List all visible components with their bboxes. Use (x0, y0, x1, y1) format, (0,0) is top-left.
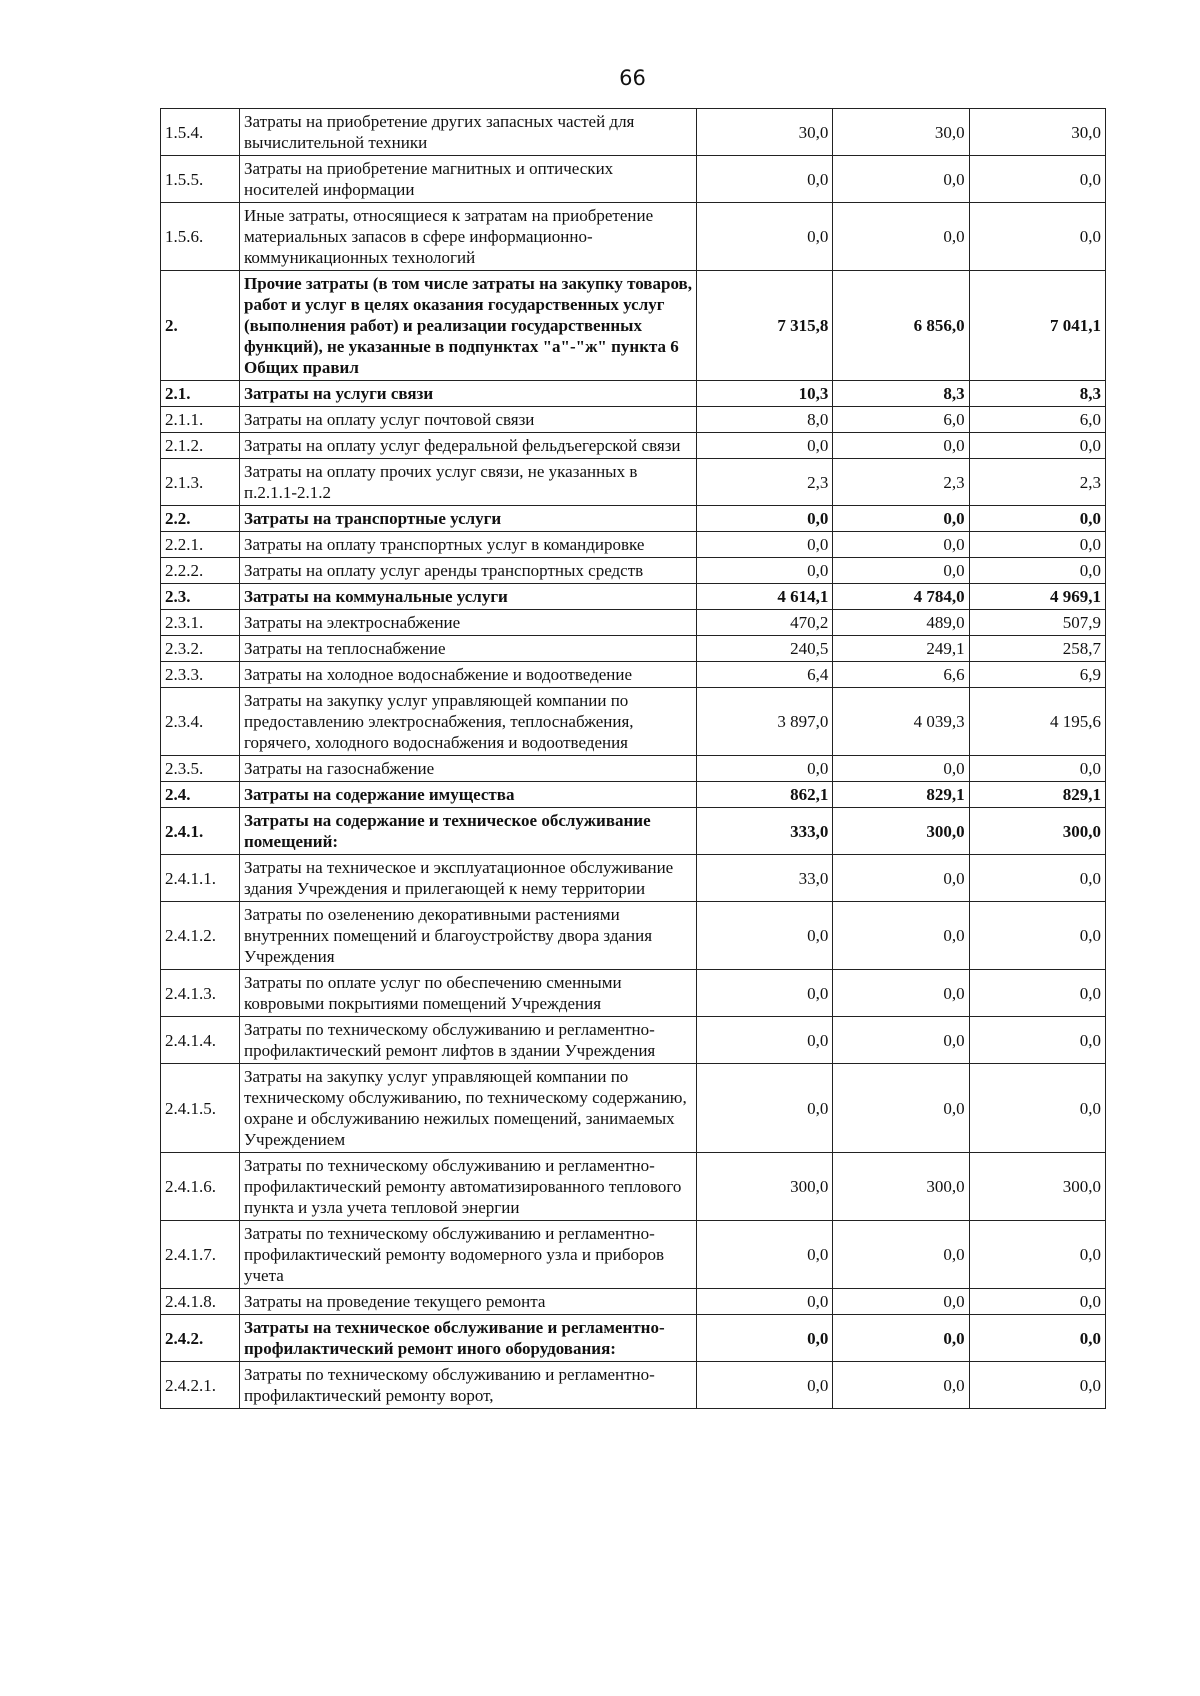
row-value-year1-cell: 0,0 (697, 1221, 833, 1289)
row-value-year1-cell: 0,0 (697, 1315, 833, 1362)
row-value-year1-cell: 10,3 (697, 381, 833, 407)
row-value-year2-cell: 0,0 (833, 1362, 969, 1409)
table-row (161, 156, 1106, 203)
row-value-year1-cell: 333,0 (697, 808, 833, 855)
row-code-cell: 2.4.2. (161, 1315, 240, 1362)
row-value-year3-cell: 4 195,6 (969, 688, 1105, 756)
row-value-year3-cell: 8,3 (969, 381, 1105, 407)
row-value-year1-cell: 0,0 (697, 433, 833, 459)
row-name-cell: Затраты на проведение текущего ремонта (240, 1289, 697, 1315)
row-value-year3-cell: 0,0 (969, 1017, 1105, 1064)
row-code-cell: 1.5.4. (161, 109, 240, 156)
cost-table (160, 108, 1106, 1409)
row-value-year2-cell: 300,0 (833, 808, 969, 855)
row-value-year3-cell: 6,0 (969, 407, 1105, 433)
table-row (161, 532, 1106, 558)
row-value-year1-cell: 0,0 (697, 756, 833, 782)
table-row (161, 407, 1106, 433)
row-name-cell: Затраты по техническому обслуживанию и регламентно-профилактический ремонт лифтов в здании Учреждения (240, 1017, 697, 1064)
row-value-year1-cell: 0,0 (697, 970, 833, 1017)
row-value-year3-cell: 0,0 (969, 756, 1105, 782)
row-value-year2-cell: 0,0 (833, 433, 969, 459)
row-code-cell: 2.4.2.1. (161, 1362, 240, 1409)
row-value-year2-cell: 249,1 (833, 636, 969, 662)
row-name-cell: Затраты на коммунальные услуги (240, 584, 697, 610)
row-value-year2-cell: 0,0 (833, 558, 969, 584)
row-code-cell: 2.4.1. (161, 808, 240, 855)
row-value-year2-cell: 0,0 (833, 756, 969, 782)
row-code-cell: 2.4. (161, 782, 240, 808)
row-value-year2-cell: 2,3 (833, 459, 969, 506)
row-code-cell: 2.4.1.6. (161, 1153, 240, 1221)
table-row (161, 1289, 1106, 1315)
table-row (161, 902, 1106, 970)
row-value-year2-cell: 0,0 (833, 855, 969, 902)
row-code-cell: 2.2.2. (161, 558, 240, 584)
row-name-cell: Затраты на содержание имущества (240, 782, 697, 808)
row-name-cell: Затраты на газоснабжение (240, 756, 697, 782)
row-value-year3-cell: 4 969,1 (969, 584, 1105, 610)
row-name-cell: Затраты по техническому обслуживанию и регламентно-профилактический ремонту автоматизированного теплового пункта и узла учета тепловой энергии (240, 1153, 697, 1221)
row-name-cell: Затраты на техническое и эксплуатационное обслуживание здания Учреждения и прилегающей к нему территории (240, 855, 697, 902)
table-row (161, 203, 1106, 271)
row-value-year1-cell: 33,0 (697, 855, 833, 902)
row-value-year3-cell: 507,9 (969, 610, 1105, 636)
row-name-cell: Затраты по оплате услуг по обеспечению сменными ковровыми покрытиями помещений Учреждения (240, 970, 697, 1017)
table-row (161, 610, 1106, 636)
row-name-cell: Затраты по техническому обслуживанию и регламентно-профилактический ремонту ворот, (240, 1362, 697, 1409)
row-value-year3-cell: 2,3 (969, 459, 1105, 506)
table-row (161, 558, 1106, 584)
row-code-cell: 2.2.1. (161, 532, 240, 558)
row-value-year3-cell: 7 041,1 (969, 271, 1105, 381)
row-code-cell: 2.4.1.5. (161, 1064, 240, 1153)
row-value-year1-cell: 0,0 (697, 902, 833, 970)
row-value-year1-cell: 0,0 (697, 1289, 833, 1315)
row-code-cell: 2.3.2. (161, 636, 240, 662)
row-code-cell: 2.1.3. (161, 459, 240, 506)
row-value-year1-cell: 7 315,8 (697, 271, 833, 381)
row-value-year1-cell: 0,0 (697, 532, 833, 558)
row-value-year1-cell: 8,0 (697, 407, 833, 433)
row-value-year3-cell: 0,0 (969, 902, 1105, 970)
row-value-year2-cell: 6 856,0 (833, 271, 969, 381)
row-value-year1-cell: 862,1 (697, 782, 833, 808)
page-number: 66 (619, 66, 646, 90)
row-value-year2-cell: 300,0 (833, 1153, 969, 1221)
row-value-year1-cell: 4 614,1 (697, 584, 833, 610)
row-code-cell: 2.4.1.8. (161, 1289, 240, 1315)
row-value-year2-cell: 0,0 (833, 1017, 969, 1064)
table-row (161, 1153, 1106, 1221)
row-name-cell: Затраты на теплоснабжение (240, 636, 697, 662)
row-code-cell: 2.4.1.3. (161, 970, 240, 1017)
row-value-year2-cell: 0,0 (833, 970, 969, 1017)
row-value-year1-cell: 0,0 (697, 1064, 833, 1153)
row-value-year1-cell: 0,0 (697, 156, 833, 203)
row-value-year3-cell: 0,0 (969, 532, 1105, 558)
table-row (161, 271, 1106, 381)
row-code-cell: 2.4.1.4. (161, 1017, 240, 1064)
row-code-cell: 2.1. (161, 381, 240, 407)
row-code-cell: 1.5.6. (161, 203, 240, 271)
row-name-cell: Затраты на оплату услуг аренды транспортных средств (240, 558, 697, 584)
row-value-year2-cell: 6,0 (833, 407, 969, 433)
row-value-year3-cell: 30,0 (969, 109, 1105, 156)
row-value-year2-cell: 0,0 (833, 1315, 969, 1362)
row-value-year2-cell: 829,1 (833, 782, 969, 808)
row-value-year2-cell: 0,0 (833, 1221, 969, 1289)
row-value-year3-cell: 300,0 (969, 808, 1105, 855)
row-value-year3-cell: 6,9 (969, 662, 1105, 688)
row-value-year2-cell: 0,0 (833, 1289, 969, 1315)
row-value-year1-cell: 3 897,0 (697, 688, 833, 756)
table-row (161, 109, 1106, 156)
row-name-cell: Затраты на транспортные услуги (240, 506, 697, 532)
table-row (161, 1315, 1106, 1362)
row-code-cell: 2.3. (161, 584, 240, 610)
row-value-year1-cell: 2,3 (697, 459, 833, 506)
row-value-year1-cell: 300,0 (697, 1153, 833, 1221)
cost-table-body (161, 109, 1106, 1409)
row-name-cell: Затраты на приобретение других запасных частей для вычислительной техники (240, 109, 697, 156)
row-value-year2-cell: 8,3 (833, 381, 969, 407)
table-row (161, 381, 1106, 407)
row-value-year3-cell: 0,0 (969, 1064, 1105, 1153)
row-value-year2-cell: 6,6 (833, 662, 969, 688)
row-name-cell: Затраты на техническое обслуживание и регламентно-профилактический ремонт иного оборудования: (240, 1315, 697, 1362)
table-row (161, 1362, 1106, 1409)
row-value-year2-cell: 0,0 (833, 902, 969, 970)
row-value-year2-cell: 0,0 (833, 156, 969, 203)
table-row (161, 855, 1106, 902)
row-value-year3-cell: 0,0 (969, 156, 1105, 203)
row-code-cell: 2.4.1.2. (161, 902, 240, 970)
table-row (161, 756, 1106, 782)
row-value-year1-cell: 470,2 (697, 610, 833, 636)
table-row (161, 1017, 1106, 1064)
row-value-year3-cell: 300,0 (969, 1153, 1105, 1221)
row-name-cell: Затраты на оплату прочих услуг связи, не указанных в п.2.1.1-2.1.2 (240, 459, 697, 506)
row-name-cell: Затраты на услуги связи (240, 381, 697, 407)
row-name-cell: Затраты на оплату транспортных услуг в командировке (240, 532, 697, 558)
row-code-cell: 2.1.1. (161, 407, 240, 433)
row-value-year3-cell: 0,0 (969, 558, 1105, 584)
table-row (161, 459, 1106, 506)
row-value-year1-cell: 30,0 (697, 109, 833, 156)
row-code-cell: 2.2. (161, 506, 240, 532)
row-value-year3-cell: 0,0 (969, 1362, 1105, 1409)
row-code-cell: 2.3.5. (161, 756, 240, 782)
row-name-cell: Затраты на закупку услуг управляющей компании по техническому обслуживанию, по техническому содержанию, охране и обслуживанию нежилых помещений, занимаемых Учреждением (240, 1064, 697, 1153)
row-value-year3-cell: 0,0 (969, 1289, 1105, 1315)
row-value-year2-cell: 0,0 (833, 1064, 969, 1153)
row-value-year2-cell: 4 039,3 (833, 688, 969, 756)
table-row (161, 808, 1106, 855)
table-row (161, 433, 1106, 459)
row-value-year2-cell: 0,0 (833, 203, 969, 271)
row-name-cell: Затраты на электроснабжение (240, 610, 697, 636)
table-row (161, 636, 1106, 662)
row-value-year3-cell: 829,1 (969, 782, 1105, 808)
row-code-cell: 2.3.1. (161, 610, 240, 636)
row-code-cell: 2. (161, 271, 240, 381)
row-name-cell: Прочие затраты (в том числе затраты на закупку товаров, работ и услуг в целях оказания государственных услуг (выполнения работ) и реализации государственных функций), не указанные в подпунктах "а"-"ж" пункта 6 Общих правил (240, 271, 697, 381)
row-value-year1-cell: 0,0 (697, 506, 833, 532)
table-row (161, 506, 1106, 532)
row-value-year3-cell: 0,0 (969, 970, 1105, 1017)
row-name-cell: Затраты по озеленению декоративными растениями внутренних помещений и благоустройству двора здания Учреждения (240, 902, 697, 970)
table-row (161, 1221, 1106, 1289)
row-name-cell: Затраты на холодное водоснабжение и водоотведение (240, 662, 697, 688)
table-row (161, 1064, 1106, 1153)
row-name-cell: Затраты на приобретение магнитных и оптических носителей информации (240, 156, 697, 203)
row-value-year1-cell: 0,0 (697, 1362, 833, 1409)
row-value-year3-cell: 0,0 (969, 1221, 1105, 1289)
row-code-cell: 2.4.1.1. (161, 855, 240, 902)
row-value-year3-cell: 0,0 (969, 433, 1105, 459)
row-value-year3-cell: 0,0 (969, 1315, 1105, 1362)
table-row (161, 782, 1106, 808)
table-row (161, 688, 1106, 756)
row-value-year3-cell: 0,0 (969, 506, 1105, 532)
row-code-cell: 2.3.4. (161, 688, 240, 756)
row-value-year1-cell: 0,0 (697, 1017, 833, 1064)
row-code-cell: 2.3.3. (161, 662, 240, 688)
row-value-year1-cell: 0,0 (697, 558, 833, 584)
row-name-cell: Затраты по техническому обслуживанию и регламентно-профилактический ремонту водомерного узла и приборов учета (240, 1221, 697, 1289)
row-value-year2-cell: 4 784,0 (833, 584, 969, 610)
row-value-year1-cell: 0,0 (697, 203, 833, 271)
row-name-cell: Затраты на оплату услуг федеральной фельдъегерской связи (240, 433, 697, 459)
table-row (161, 584, 1106, 610)
row-value-year3-cell: 0,0 (969, 203, 1105, 271)
row-name-cell: Иные затраты, относящиеся к затратам на приобретение материальных запасов в сфере информационно-коммуникационных технологий (240, 203, 697, 271)
row-value-year1-cell: 6,4 (697, 662, 833, 688)
row-name-cell: Затраты на оплату услуг почтовой связи (240, 407, 697, 433)
row-code-cell: 2.4.1.7. (161, 1221, 240, 1289)
row-value-year2-cell: 489,0 (833, 610, 969, 636)
row-name-cell: Затраты на закупку услуг управляющей компании по предоставлению электроснабжения, теплоснабжения, горячего, холодного водоснабжения и водоотведения (240, 688, 697, 756)
row-name-cell: Затраты на содержание и техническое обслуживание помещений: (240, 808, 697, 855)
row-value-year1-cell: 240,5 (697, 636, 833, 662)
row-code-cell: 2.1.2. (161, 433, 240, 459)
row-code-cell: 1.5.5. (161, 156, 240, 203)
row-value-year2-cell: 0,0 (833, 532, 969, 558)
row-value-year2-cell: 0,0 (833, 506, 969, 532)
table-row (161, 662, 1106, 688)
row-value-year2-cell: 30,0 (833, 109, 969, 156)
row-value-year3-cell: 258,7 (969, 636, 1105, 662)
row-value-year3-cell: 0,0 (969, 855, 1105, 902)
table-row (161, 970, 1106, 1017)
